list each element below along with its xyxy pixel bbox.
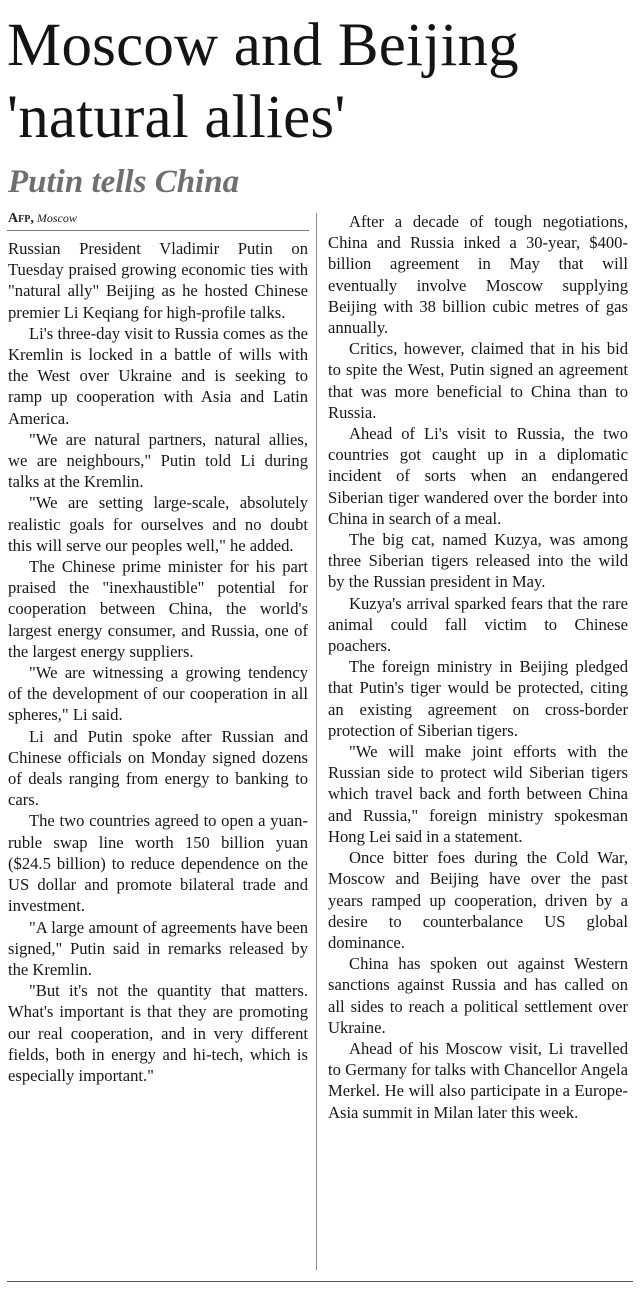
article-paragraph: Ahead of Li's visit to Russia, the two countries got caught up in a diplomatic incident of sorts when an endangered Siberian tiger wandered over the border into China in search of a meal. bbox=[328, 424, 628, 528]
article-paragraph: Li and Putin spoke after Russian and Chinese officials on Monday signed dozens of deals ranging from energy to banking to cars. bbox=[8, 726, 308, 810]
column-divider bbox=[316, 213, 317, 1270]
article-paragraph: China has spoken out against Western sanctions against Russia and has called on all sides to reach a political settlement over Ukraine. bbox=[328, 954, 628, 1037]
article-paragraph: Ahead of his Moscow visit, Li travelled to Germany for talks with Chancellor Angela Merkel. He will also participate in a Europe-Asia summit in Milan later this week. bbox=[328, 1038, 628, 1122]
headline: Moscow and Beijing 'natural allies' bbox=[7, 12, 519, 151]
article-paragraph: Critics, however, claimed that in his bid to spite the West, Putin signed an agreement that was more beneficial to China than to Russia. bbox=[328, 339, 628, 422]
byline-divider bbox=[7, 230, 309, 231]
article-paragraph: After a decade of tough negotiations, China and Russia inked a 30-year, $400-billion agreement in May that will eventually involve Moscow supplying Beijing with 38 billion cubic metres of gas annually. bbox=[328, 212, 628, 338]
article-column-right bbox=[328, 211, 628, 1123]
article-paragraph: Once bitter foes during the Cold War, Moscow and Beijing have over the past years ramped up cooperation, driven by a desire to counterbalance US global dominance. bbox=[328, 848, 628, 952]
article-paragraph: The big cat, named Kuzya, was among three Siberian tigers released into the wild by the Russian president in May. bbox=[328, 530, 628, 592]
article-paragraph: The Chinese prime minister for his part praised the "inexhaustible" potential for cooperation between China, the world's largest energy consumer, and Russia, one of the largest energy suppliers. bbox=[8, 557, 308, 661]
article-paragraph: "We are witnessing a growing tendency of the development of our cooperation in all spheres," Li said. bbox=[8, 663, 308, 725]
article-paragraph: "But it's not the quantity that matters. What's important is that they are promoting our real cooperation, and in very different fields, both in energy and hi-tech, which is especially important." bbox=[8, 981, 308, 1085]
article-paragraph: The foreign ministry in Beijing pledged that Putin's tiger would be protected, citing an existing agreement on cross-border protection of Siberian tigers. bbox=[328, 657, 628, 740]
article-column-left bbox=[8, 238, 308, 1086]
article-paragraph: Russian President Vladimir Putin on Tuesday praised growing economic ties with "natural ally" Beijing as he hosted Chinese premier Li Keqiang for high-profile talks. bbox=[8, 239, 308, 322]
article-paragraph: "We will make joint efforts with the Russian side to protect wild Siberian tigers which travel back and forth between China and Russia," foreign ministry spokesman Hong Lei said in a statement. bbox=[328, 742, 628, 846]
byline-agency: Afp, bbox=[8, 211, 34, 226]
bottom-rule bbox=[7, 1281, 633, 1282]
article-paragraph: Li's three-day visit to Russia comes as the Kremlin is locked in a battle of wills with the West over Ukraine and is seeking to ramp up cooperation with Asia and Latin America. bbox=[8, 323, 308, 428]
article-paragraph: "We are setting large-scale, absolutely realistic goals for ourselves and no doubt this will serve our peoples well," he added. bbox=[8, 493, 308, 555]
article-paragraph: "A large amount of agreements have been signed," Putin said in remarks released by the Kremlin. bbox=[8, 917, 308, 979]
article-paragraph: Kuzya's arrival sparked fears that the rare animal could fall victim to Chinese poachers. bbox=[328, 593, 628, 656]
byline bbox=[8, 210, 308, 227]
subheadline: Putin tells China bbox=[8, 164, 240, 200]
byline-place: Moscow bbox=[36, 211, 77, 225]
article-paragraph: The two countries agreed to open a yuan-ruble swap line worth 150 billion yuan ($24.5 billion) to reduce dependence on the US dollar and promote bilateral trade and investment. bbox=[8, 811, 308, 916]
article-paragraph: "We are natural partners, natural allies, we are neighbours," Putin told Li during talks at the Kremlin. bbox=[8, 429, 308, 492]
